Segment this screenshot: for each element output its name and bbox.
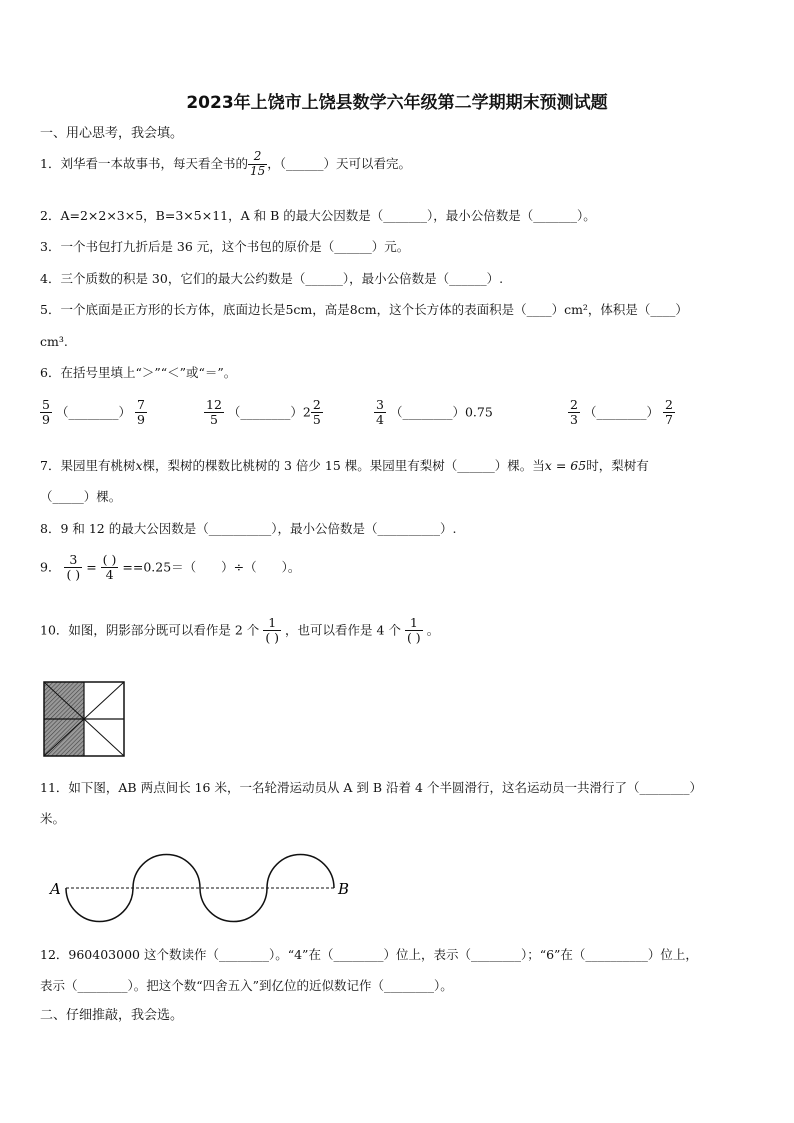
q6-4-r-den: 7 (664, 412, 673, 428)
question-6: 6．在括号里填上“＞”“＜”或“＝”。 (40, 365, 237, 380)
q1-frac-num: 2 (248, 150, 267, 165)
question-12-line-1: 12．960403000 这个数读作（________）。“4”在（________）位上，表示（________）；“6”在（__________）位上， (40, 947, 698, 962)
question-5-line-1: 5．一个底面是正方形的长方体，底面边长是5cm，高是8cm，这个长方体的表面积是（____）cm²，体积是（____） (40, 302, 688, 317)
q7-text-b: 棵，梨树的棵数比桃树的 3 倍少 15 棵。果园里有梨树（______）棵。当 (142, 458, 545, 473)
q6-3-r-text: 0.75 (464, 404, 493, 420)
q6-item-1-blank: （________） (55, 404, 131, 420)
q9-f1-num: 3 (64, 553, 82, 568)
question-7-line-1 (40, 457, 649, 475)
q6-2-l-num: 12 (206, 397, 222, 412)
q10-f2-den: ( ) (406, 630, 421, 646)
q6-item-1-left (40, 398, 52, 428)
section-2-heading: 二、仔细推敲，我会选。 (40, 1008, 184, 1023)
section-1-heading: 一、用心思考，我会填。 (40, 126, 184, 141)
question-2: 2．A=2×2×3×5，B=3×5×11，A 和 B 的最大公因数是（_______），最小公倍数是（_______）。 (40, 208, 596, 223)
q7-equation: x = 65 (544, 458, 587, 473)
q6-item-4-left (568, 398, 580, 428)
q1-frac-den: 15 (249, 163, 266, 178)
q9-fraction-2 (101, 553, 119, 583)
q10-text-a: 10．如图，阴影部分既可以看作是 2 个 (40, 622, 260, 638)
question-9: 9． $\frac{3}{( )}$ = $\frac{( )}{4}$ ==0.25＝（ ）÷（ ）。 (40, 552, 301, 583)
q6-item-2-left (204, 398, 224, 428)
q10-text-c: 。 (426, 622, 440, 638)
q6-2-r-den: 5 (312, 412, 321, 428)
q9-label: 9． (40, 559, 61, 575)
question-1 (40, 150, 411, 179)
q7-text-c: 时，梨树有 (586, 458, 649, 473)
q6-item-2 (204, 398, 323, 428)
q6-item-4-right (663, 398, 675, 428)
q6-item-2-right (311, 398, 323, 428)
q7-variable: x (135, 458, 143, 473)
q10-f1-num: 1 (263, 616, 281, 631)
q1-fraction (248, 150, 267, 179)
q1-text-b: ，（______）天可以看完。 (267, 155, 412, 171)
q6-3-l-num: 3 (376, 397, 384, 412)
question-5-line-2: cm³. (40, 334, 68, 349)
q9-f1-den: ( ) (66, 567, 81, 583)
q10-text-b: ，也可以看作是 4 个 (285, 622, 401, 638)
q6-item-1 (40, 398, 147, 428)
q6-1-r-den: 9 (136, 412, 145, 428)
q6-1-l-den: 9 (42, 412, 50, 428)
point-b-label: B (338, 880, 350, 898)
q6-2-l-den: 5 (209, 412, 218, 428)
q6-4-l-den: 3 (570, 412, 578, 428)
question-12-line-2: 表示（________）。把这个数“四舍五入”到亿位的近似数记作（________）。 (40, 978, 453, 993)
q6-4-r-num: 2 (664, 397, 673, 412)
question-11-line-1: 11．如下图，AB 两点间长 16 米，一名轮滑运动员从 A 到 B 沿着 4 个半圆滑行，这名运动员一共滑行了（________） (40, 780, 702, 795)
q6-item-4 (568, 398, 675, 428)
q10-f2-num: 1 (405, 616, 423, 631)
q10-figure (42, 680, 126, 758)
q1-text-a: 1．刘华看一本故事书，每天看全书的 (40, 155, 248, 171)
q6-item-2-blank: （________） (227, 404, 303, 420)
q6-1-l-num: 5 (42, 397, 50, 412)
q6-4-l-num: 2 (570, 397, 578, 412)
q6-item-3-blank: （________） (389, 404, 465, 420)
q7-text-a: 7．果园里有桃树 (40, 458, 136, 473)
point-a-label: A (50, 880, 61, 898)
question-7-line-2: （_____）棵。 (40, 489, 122, 504)
q6-item-4-blank: （________） (583, 404, 659, 420)
question-3: 3．一个书包打九折后是 36 元，这个书包的原价是（______）元。 (40, 239, 410, 254)
page-title: 2023年上饶市上饶县数学六年级第二学期期末预测试题 (186, 93, 608, 113)
question-4: 4．三个质数的积是 30，它们的最大公约数是（______），最小公倍数是（______）. (40, 271, 504, 286)
question-10 (40, 616, 439, 646)
q9-rest: ==0.25＝（ ）÷（ ）。 (122, 559, 301, 575)
q6-3-l-den: 4 (376, 412, 384, 428)
q9-f2-den: 4 (105, 567, 114, 583)
q6-2-r-num: 2 (312, 397, 321, 412)
q9-fraction-1 (64, 553, 82, 583)
q6-item-1-right (135, 398, 147, 428)
q6-1-r-num: 7 (136, 397, 145, 412)
q10-fraction-2 (405, 616, 423, 646)
q6-item-3-left (374, 398, 386, 428)
q6-2-r-whole: 2 (302, 404, 311, 420)
question-8: 8．9 和 12 的最大公因数是（__________），最小公倍数是（__________）. (40, 521, 457, 536)
q10-fraction-1 (263, 616, 281, 646)
q9-f2-num: ( ) (102, 552, 117, 567)
q6-item-3 (374, 398, 493, 428)
q11-figure (46, 850, 366, 930)
question-11-line-2: 米。 (40, 811, 66, 826)
q10-f1-den: ( ) (265, 630, 280, 646)
